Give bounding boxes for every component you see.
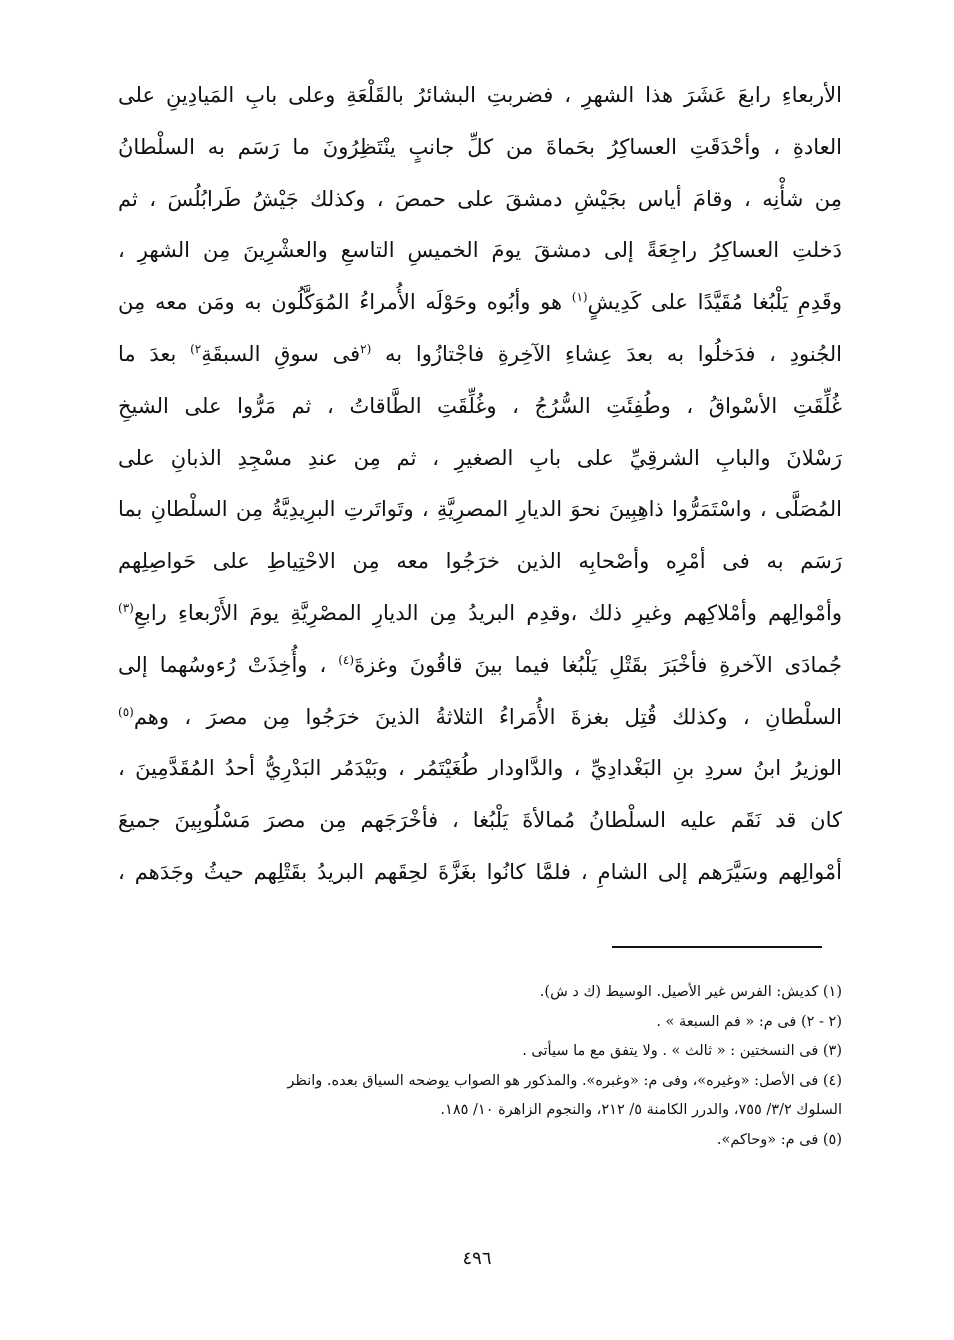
page-number: ٤٩٦	[462, 1248, 492, 1269]
text-line: دَخلتِ العساكِرُ راجِعَةً إلى دمشقَ يومَ الخميسِ التاسعِ والعشْرِينَ مِن الشهرِ ،	[118, 238, 842, 263]
text-line: كان قد نَقَم عليه السلْطانُ مُمالأةَ يَلْبُغا ، فأخْرَجَهم مِن مصرَ مَسْلُوبِينَ جميعَ	[118, 808, 842, 833]
text-line: الجُنودِ ، فدَخلُوا به بعدَ عِشاءِ الآخِرةِ فاجْتازُوا به $^{(٢}$فى سوقِ السبقَةِ$^{٢)}$ بعدَ ما	[118, 341, 842, 366]
text-line: رَسْلانَ والبابِ الشرقِيِّ على بابِ الصغيرِ ، ثم مِن عندِ مسْجِدِ الذبانِ على	[118, 445, 842, 470]
footnotes	[110, 978, 842, 1155]
text-line: مِن شأْنِه ، وقامَ أياس بجَيْشِ دمشقَ على حمصَ ، وكذلك جَيْشُ طَرابُلُسَ ، ثم	[118, 186, 842, 211]
footnote-ref: (٥)	[118, 704, 134, 719]
footnote: (٤) فى الأصل: «وغيره»، وفى م: «وغبره». والمذكور هو الصواب يوضحه السياق بعده. وانظر	[287, 1072, 842, 1089]
footnote: (٢ - ٢) فى م: « فم السبعة » .	[656, 1013, 842, 1030]
text-line: المُصَلَّى ، واسْتَمَرُّوا ذاهِبِينَ نحوَ الديارِ المصرِيَّةِ ، وتَواتَرتِ البرِيدِيَّةُ مِن السلْطانِ بما	[118, 497, 842, 522]
footnote-ref: (٢	[360, 341, 372, 356]
text-line: وأمْوالِهم وأمْلاكِهم وغيرِ ذلك ،وقدِم البريدُ مِن الديارِ المصْرِيَّةِ يومَ الأَرْبعاءِ رابعِ$^{(٣)}$	[118, 600, 842, 625]
footnote: (٣) فى النسختين : « ثالث » . ولا يتفق مع ما سيأتى .	[522, 1043, 842, 1059]
text-line: غُلِّقَتِ الأسْواقُ ، وطُفِئَتِ السُّرُجُ ، وغُلِّقَتِ الطَّاقاتُ ، ثم مَرُّوا على الشيخِ	[118, 393, 842, 418]
text-line: وقَدِمِ يَلْبُغا مُقَيَّدًا على كَدِيشٍ$^{(١)}$ هو وأبُوه وحَوْلَه الأُمراءُ المُوَكَّلُون به ومَن معه مِن	[118, 290, 842, 315]
text-line: السلْطانِ ، وكذلك قُتِل بغزةَ الأُمَراءُ الثلاثةُ الذينَ خرَجُوا مِن مصرَ ، وهم$^{(٥)}$	[118, 704, 842, 729]
text-line: أمْوالِهم وسَيَّرَهم إلى الشامِ ، فلمَّا كانُوا بغَزَّةَ لحِقَهم البريدُ بقَتْلِهم حيثُ وجَدَهم ،	[118, 859, 842, 884]
footnote-ref: (٣)	[118, 600, 134, 615]
text-line: الأربعاءِ رابعَ عَشَرَ هذا الشهرِ ، فضربتِ البشائرُ بالقَلْعَةِ وعلى بابِ المَيادِينِ على	[118, 83, 842, 107]
footnote: (١) كديش: الفرس غير الأصيل. الوسيط (ك د ش).	[539, 984, 842, 1000]
text-line: الوزيرُ ابنُ سردِ بنِ البَغْدادِيِّ ، والدَّاودار طُغَيْتَمُر ، وبَيْدَمُر البَدْرِيُّ أحدُ المُقَدَّمِينَ ،	[118, 756, 842, 781]
text-line: جُمادَى الآخرةِ فأخْبَرَ بقَتْلِ يَلْبُغا فيما بينَ قاقُونَ وغزةَ$^{(٤)}$ ، وأُخِذَتْ رُءوسُهما إلى	[118, 652, 842, 677]
text-line: العادةِ ، وأحْدَقَتِ العساكِرُ بحَماةَ من كلِّ جانبٍ ينْتَظِرُونَ ما رَسَم به السلْطانُ	[118, 134, 842, 159]
footnote-continuation: السلوك ٣/٢/ ٧٥٥، والدرر الكامنة ٥/ ٢١٢، والنجوم الزاهرة ١٠/ ١٨٥.	[440, 1102, 842, 1118]
main-text	[118, 70, 842, 899]
text-line: رَسَم به فى أمْرِه وأصْحابِه الذين خرَجُوا معه مِن الاحْتِياطِ على حَواصِلِهم	[118, 549, 842, 574]
footnote-ref: (٤)	[338, 652, 355, 667]
footnote: (٥) فى م: «وحاكم».	[716, 1131, 842, 1148]
footnote-ref: (١)	[571, 290, 588, 305]
footnote-ref: ٢)	[190, 341, 202, 356]
footnote-divider	[612, 946, 822, 948]
